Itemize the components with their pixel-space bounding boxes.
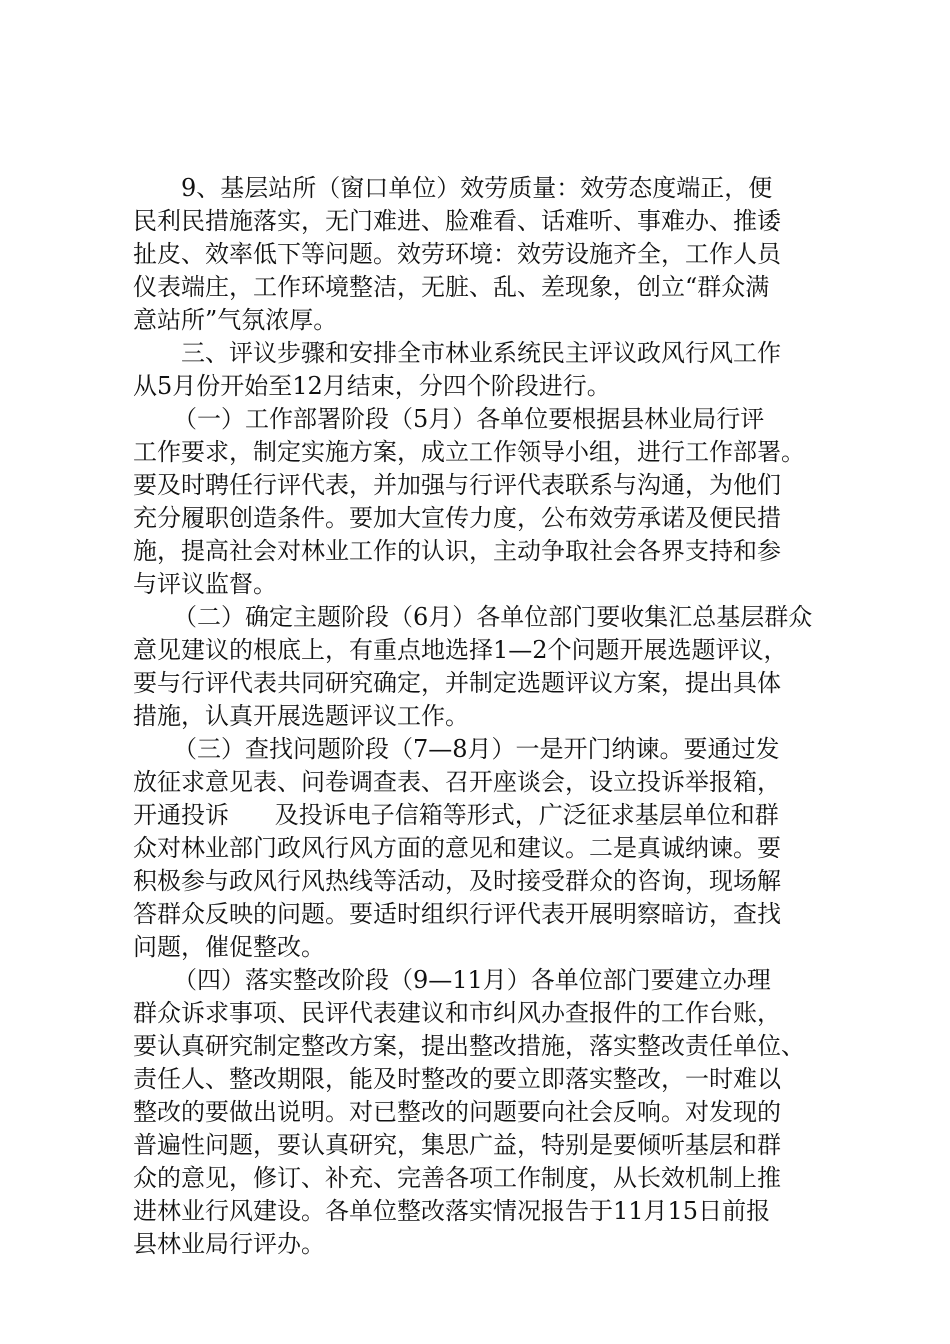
paragraph-line: 众的意见，修订、补充、完善各项工作制度，从长效机制上推 — [133, 1164, 781, 1192]
paragraph-line: 仪表端庄，工作环境整洁，无脏、乱、差现象，创立“群众满 — [133, 273, 770, 301]
paragraph — [133, 733, 833, 964]
paragraph-line: 积极参与政风行风热线等活动，及时接受群众的咨询，现场解 — [133, 867, 781, 895]
paragraph — [133, 337, 833, 403]
paragraph-line: 意见建议的根底上，有重点地选择1—2个问题开展选题评议， — [133, 636, 788, 664]
paragraph-line: 措施，认真开展选题评议工作。 — [133, 702, 469, 730]
paragraph-line: 普遍性问题，要认真研究，集思广益，特别是要倾听基层和群 — [133, 1131, 781, 1159]
paragraph-line: 进林业行风建设。各单位整改落实情况报告于11月15日前报 — [133, 1197, 771, 1225]
paragraph-line: 答群众反映的问题。要适时组织行评代表开展明察暗访，查找 — [133, 900, 781, 928]
paragraph-line: 与评议监督。 — [133, 570, 277, 598]
paragraph-line: 要及时聘任行评代表，并加强与行评代表联系与沟通，为他们 — [133, 471, 781, 499]
paragraph-line: （三）查找问题阶段（7—8月）一是开门纳谏。要通过发 — [173, 735, 780, 763]
paragraph-line: 充分履职创造条件。要加大宣传力度，公布效劳承诺及便民措 — [133, 504, 781, 532]
paragraph-line: 扯皮、效率低下等问题。效劳环境：效劳设施齐全，工作人员 — [133, 240, 781, 268]
paragraph-line: 工作要求，制定实施方案，成立工作领导小组，进行工作部署。 — [133, 438, 805, 466]
paragraph-line: 意站所”气氛浓厚。 — [133, 306, 338, 334]
paragraph — [133, 601, 833, 733]
paragraph-line: 要与行评代表共同研究确定，并制定选题评议方案，提出具体 — [133, 669, 781, 697]
paragraph-line: 要认真研究制定整改方案，提出整改措施，落实整改责任单位、 — [133, 1032, 805, 1060]
paragraph-line: （四）落实整改阶段（9—11月）各单位部门要建立办理 — [173, 966, 771, 994]
paragraph-line: （二）确定主题阶段（6月）各单位部门要收集汇总基层群众 — [173, 603, 813, 631]
paragraph-line: 施，提高社会对林业工作的认识，主动争取社会各界支持和参 — [133, 537, 781, 565]
paragraph-line: 开通投诉 及投诉电子信箱等形式，广泛征求基层单位和群 — [133, 801, 779, 829]
paragraph-line: 放征求意见表、问卷调查表、召开座谈会，设立投诉举报箱， — [133, 768, 781, 796]
paragraph-line: 问题，催促整改。 — [133, 933, 325, 961]
paragraph-line: 县林业局行评办。 — [133, 1230, 325, 1258]
paragraph-line: 群众诉求事项、民评代表建议和市纠风办查报件的工作台账， — [133, 999, 781, 1027]
paragraph-line: 责任人、整改期限，能及时整改的要立即落实整改，一时难以 — [133, 1065, 781, 1093]
paragraph — [133, 403, 833, 601]
paragraph-line: 整改的要做出说明。对已整改的问题要向社会反响。对发现的 — [133, 1098, 781, 1126]
paragraph-line: 三、评议步骤和安排全市林业系统民主评议政风行风工作 — [181, 339, 781, 367]
paragraph-line: 众对林业部门政风行风方面的意见和建议。二是真诚纳谏。要 — [133, 834, 781, 862]
document-body — [133, 172, 833, 1261]
paragraph-line: 从5月份开始至12月结束，分四个阶段进行。 — [133, 372, 611, 400]
paragraph — [133, 172, 833, 337]
paragraph-line: 民利民措施落实，无门难进、脸难看、话难听、事难办、推诿 — [133, 207, 781, 235]
paragraph — [133, 964, 833, 1261]
paragraph-line: （一）工作部署阶段（5月）各单位要根据县林业局行评 — [173, 405, 765, 433]
paragraph-line: 9、基层站所（窗口单位）效劳质量：效劳态度端正，便 — [181, 174, 773, 202]
